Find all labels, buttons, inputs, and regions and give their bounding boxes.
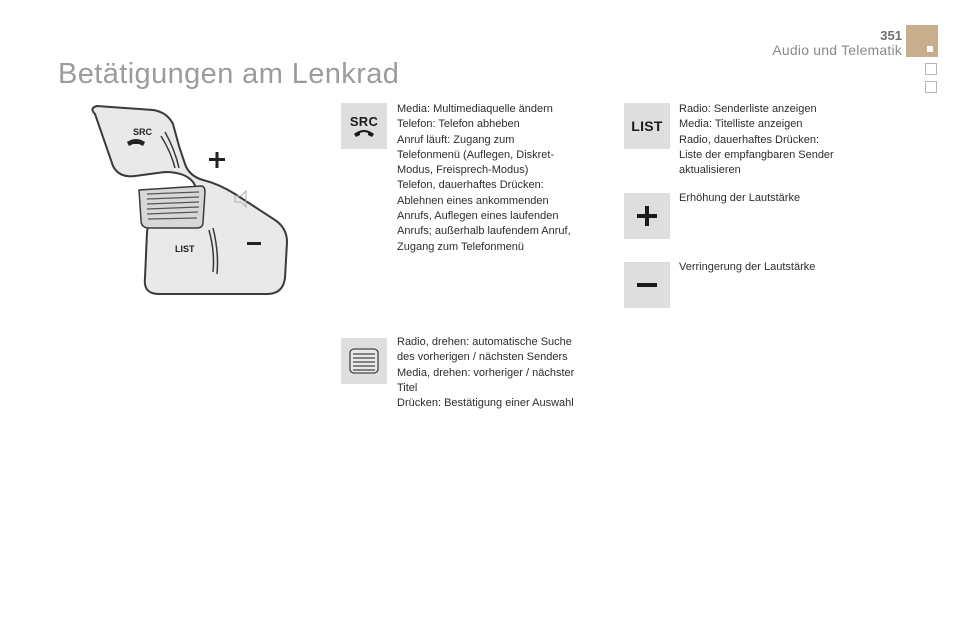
list-description: Radio: Senderliste anzeigen Media: Titelliste anzeigen Radio, dauerhaftes Drücken: Liste der empfangbaren Sender aktualisieren bbox=[679, 103, 834, 177]
list-button-icon bbox=[624, 103, 670, 149]
page-title: Betätigungen am Lenkrad bbox=[58, 58, 400, 90]
volume-down-icon bbox=[624, 262, 670, 308]
thumbwheel-icon bbox=[341, 338, 387, 384]
thumbwheel-description: Radio, drehen: automatische Suche des vorherigen / nächsten Senders Media, drehen: vorheriger / nächster Titel Drücken: Bestätigung einer Auswahl bbox=[397, 336, 575, 410]
list-icon-label: LIST bbox=[631, 118, 663, 134]
wheel-list-label: LIST bbox=[175, 244, 195, 254]
volume-down-description: Verringerung der Lautstärke bbox=[679, 261, 816, 273]
phone-icon bbox=[353, 128, 375, 138]
src-button-icon bbox=[341, 103, 387, 149]
volume-up-icon bbox=[624, 193, 670, 239]
page-number: 351 bbox=[880, 28, 902, 43]
steering-wheel-controls-illustration bbox=[75, 102, 305, 302]
src-icon-label: SRC bbox=[349, 113, 379, 129]
src-description: Media: Multimediaquelle ändern Telefon: Telefon abheben Anruf läuft: Zugang zum Telefonmenü (Auflegen, Diskret- Modus, Freisprech-Modus) Telefon, dauerhaftes Drücken: Ablehnen eines ankommenden Anrufs, Auflegen eines laufenden Anrufs; außerhalb laufendem Anruf, Zugang zum Telefonmenü bbox=[397, 103, 571, 253]
wheel-src-label: SRC bbox=[133, 127, 153, 137]
chapter-tab-empty bbox=[925, 63, 937, 75]
chapter-tab-empty bbox=[925, 81, 937, 93]
minus-icon bbox=[635, 273, 659, 297]
volume-up-description: Erhöhung der Lautstärke bbox=[679, 192, 801, 204]
section-title: Audio und Telematik bbox=[772, 42, 902, 58]
plus-icon bbox=[635, 204, 659, 228]
chapter-tab-active bbox=[906, 25, 938, 57]
